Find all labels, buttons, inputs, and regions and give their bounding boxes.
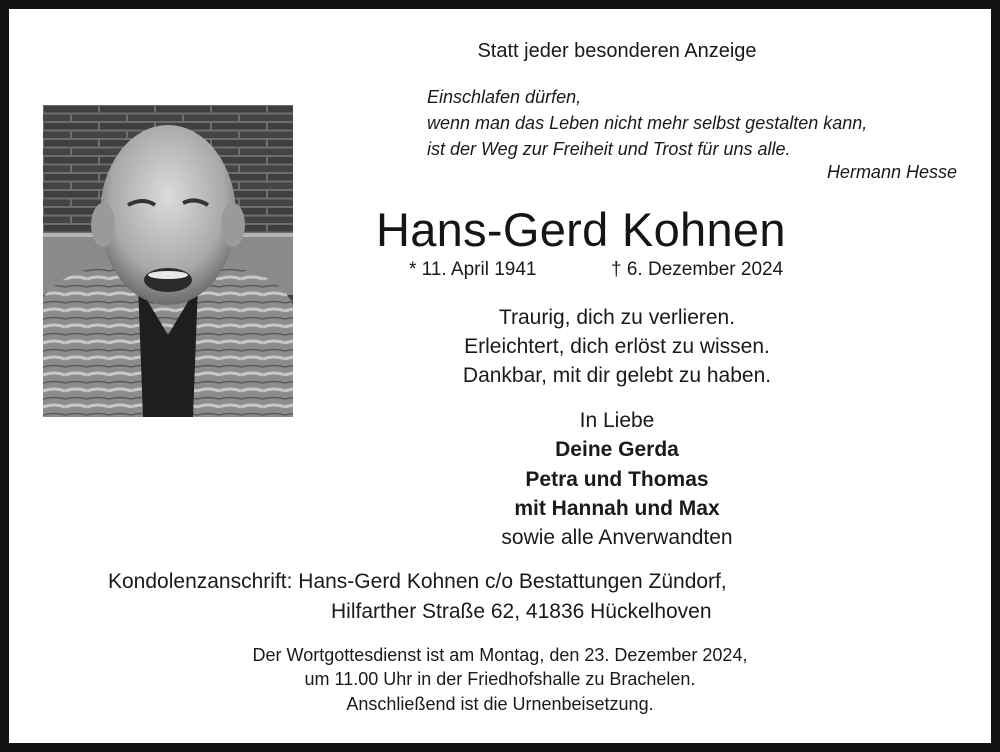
family-name: Petra und Thomas: [525, 468, 709, 491]
quote-line: wenn man das Leben nicht mehr selbst gestalten kann,: [427, 113, 868, 133]
birth-date: * 11. April 1941: [409, 259, 537, 280]
portrait-photo: [43, 105, 293, 417]
family-name: mit Hannah und Max: [514, 497, 720, 520]
quote-line: ist der Weg zur Freiheit und Trost für uns alle.: [427, 139, 791, 159]
verse-line: Erleichtert, dich erlöst zu wissen.: [464, 335, 770, 358]
header-text: Statt jeder besonderen Anzeige: [477, 40, 757, 62]
verse-line: Dankbar, mit dir gelebt zu haben.: [462, 364, 772, 387]
condolence-address-line-1: Kondolenzanschrift: Hans-Gerd Kohnen c/o Bestattungen Zündorf,: [108, 570, 727, 593]
verse-line: Traurig, dich zu verlieren.: [498, 306, 736, 329]
service-info-line: Der Wortgottesdienst ist am Montag, den 23. Dezember 2024,: [252, 645, 748, 665]
service-info-line: Anschließend ist die Urnenbeisetzung.: [346, 694, 654, 714]
quote-author: Hermann Hesse: [826, 162, 957, 182]
quote-line: Einschlafen dürfen,: [427, 87, 582, 107]
deceased-name: Hans-Gerd Kohnen: [376, 203, 786, 256]
condolence-address-line-2: Hilfarther Straße 62, 41836 Hückelhoven: [331, 600, 712, 623]
family-name: Deine Gerda: [555, 438, 679, 461]
service-info-line: um 11.00 Uhr in der Friedhofshalle zu Brachelen.: [304, 669, 696, 689]
death-date: † 6. Dezember 2024: [611, 259, 784, 280]
family-closing: sowie alle Anverwandten: [501, 526, 733, 549]
family-intro: In Liebe: [579, 409, 655, 432]
